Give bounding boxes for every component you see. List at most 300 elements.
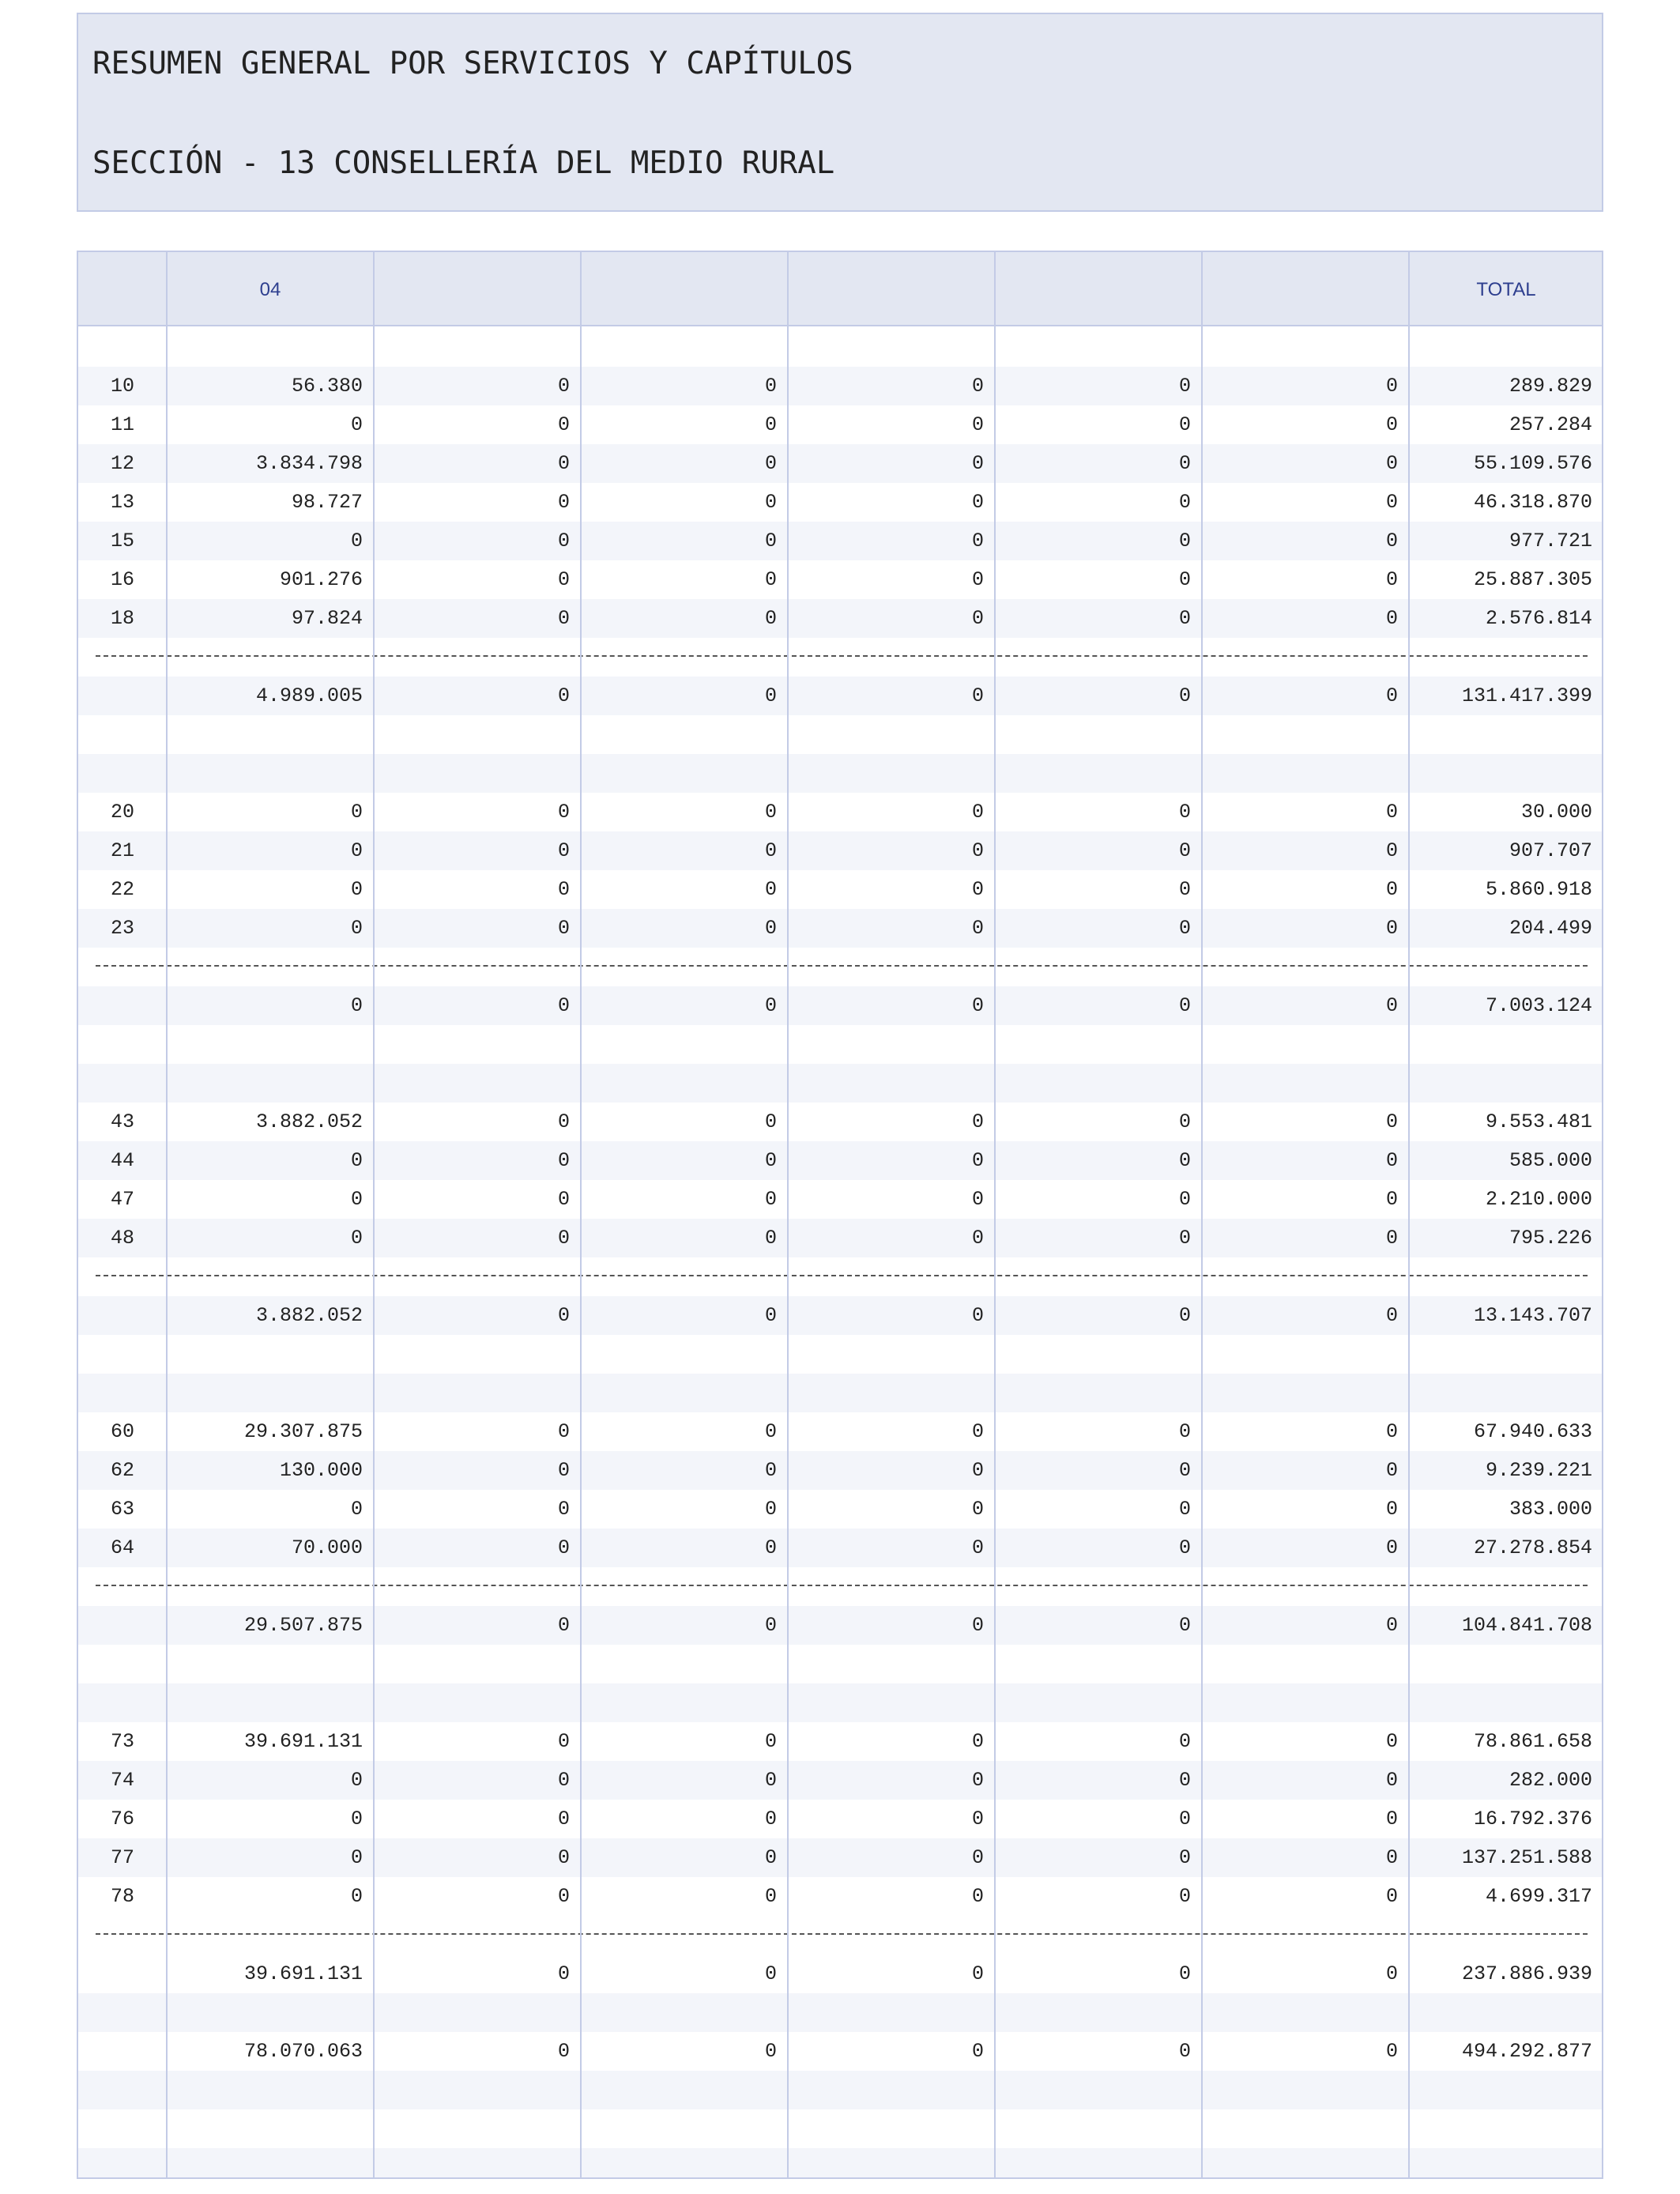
dashed-separator xyxy=(96,655,1588,657)
value-cell: 0 xyxy=(557,1846,570,1869)
row-code: 77 xyxy=(110,1846,134,1869)
value-cell: 0 xyxy=(557,1962,570,1985)
value-cell: 0 xyxy=(1178,1420,1191,1443)
subtotal-row xyxy=(78,1955,1602,1993)
value-cell: 0 xyxy=(557,1498,570,1521)
row-code: 76 xyxy=(110,1808,134,1830)
row-code: 44 xyxy=(110,1149,134,1172)
value-cell: 0 xyxy=(764,491,777,514)
value-cell: 0 xyxy=(1385,1304,1398,1327)
value-cell: 0 xyxy=(1385,1885,1398,1908)
value-cell: 0 xyxy=(764,1304,777,1327)
value-cell: 0 xyxy=(764,607,777,630)
value-cell: 0 xyxy=(1385,2040,1398,2063)
value-cell: 0 xyxy=(557,994,570,1017)
table-row xyxy=(78,1219,1602,1257)
value-cell: 0 xyxy=(1178,994,1191,1017)
subtotal-row xyxy=(78,1606,1602,1645)
value-cell: 0 xyxy=(557,1420,570,1443)
value-cell: 0 xyxy=(764,530,777,552)
summary-table xyxy=(77,251,1603,2179)
value-cell: 0 xyxy=(1178,1962,1191,1985)
value-cell: 0 xyxy=(350,530,363,552)
value-cell: 0 xyxy=(1178,878,1191,901)
value-cell: 0 xyxy=(971,1730,984,1753)
table-row xyxy=(78,1451,1602,1490)
column-divider xyxy=(994,252,996,2177)
value-cell: 0 xyxy=(557,530,570,552)
value-cell: 0 xyxy=(971,1536,984,1559)
column-divider xyxy=(166,252,168,2177)
total-cell: 16.792.376 xyxy=(1473,1808,1592,1830)
table-row xyxy=(78,522,1602,560)
total-cell: 237.886.939 xyxy=(1461,1962,1592,1985)
column-divider xyxy=(1408,252,1410,2177)
row-code: 22 xyxy=(110,878,134,901)
value-cell: 0 xyxy=(971,491,984,514)
blank-row xyxy=(78,328,1602,367)
row-code: 20 xyxy=(110,801,134,824)
value-cell: 0 xyxy=(1385,1227,1398,1250)
value-cell: 0 xyxy=(971,1769,984,1792)
table-row xyxy=(78,1761,1602,1800)
value-cell: 0 xyxy=(1385,1110,1398,1133)
table-row xyxy=(78,367,1602,405)
value-cell: 0 xyxy=(1178,375,1191,398)
value-cell: 0 xyxy=(971,1962,984,1985)
value-cell: 0 xyxy=(971,413,984,436)
value-cell: 0 xyxy=(350,1149,363,1172)
value-cell: 0 xyxy=(1178,530,1191,552)
value-cell: 0 xyxy=(971,917,984,940)
value-cell: 0 xyxy=(557,1188,570,1211)
value-cell: 0 xyxy=(764,839,777,862)
value-cell: 3.834.798 xyxy=(255,452,363,475)
value-cell: 0 xyxy=(971,1498,984,1521)
value-cell: 39.691.131 xyxy=(243,1962,363,1985)
row-code: 48 xyxy=(110,1227,134,1250)
blank-row xyxy=(78,2109,1602,2148)
value-cell: 0 xyxy=(350,413,363,436)
value-cell: 0 xyxy=(1385,452,1398,475)
value-cell: 0 xyxy=(350,1498,363,1521)
value-cell: 0 xyxy=(971,1885,984,1908)
value-cell: 0 xyxy=(764,1149,777,1172)
value-cell: 4.989.005 xyxy=(255,684,363,707)
value-cell: 0 xyxy=(1178,1808,1191,1830)
value-cell: 0 xyxy=(971,878,984,901)
row-code xyxy=(78,2032,167,2071)
value-cell: 0 xyxy=(764,1110,777,1133)
value-cell: 0 xyxy=(1178,1149,1191,1172)
value-cell: 0 xyxy=(557,917,570,940)
value-cell: 0 xyxy=(971,530,984,552)
row-code: 60 xyxy=(110,1420,134,1443)
row-code: 78 xyxy=(110,1885,134,1908)
column-header-7: TOTAL xyxy=(1476,279,1536,300)
value-cell: 0 xyxy=(971,1227,984,1250)
value-cell: 0 xyxy=(350,801,363,824)
value-cell: 78.070.063 xyxy=(243,2040,363,2063)
value-cell: 0 xyxy=(1385,1846,1398,1869)
row-code xyxy=(78,1606,167,1645)
blank-row xyxy=(78,1683,1602,1722)
dashed-separator xyxy=(96,1933,1588,1935)
value-cell: 0 xyxy=(1385,568,1398,591)
table-row xyxy=(78,1722,1602,1761)
blank-row xyxy=(78,715,1602,754)
value-cell: 0 xyxy=(557,839,570,862)
value-cell: 0 xyxy=(1385,1149,1398,1172)
value-cell: 0 xyxy=(1178,1614,1191,1637)
table-row xyxy=(78,1180,1602,1219)
total-cell: 78.861.658 xyxy=(1473,1730,1592,1753)
row-code: 13 xyxy=(110,491,134,514)
row-code: 64 xyxy=(110,1536,134,1559)
value-cell: 0 xyxy=(557,1885,570,1908)
value-cell: 0 xyxy=(1385,801,1398,824)
dashed-separator xyxy=(96,1275,1588,1276)
value-cell: 0 xyxy=(764,568,777,591)
total-cell: 204.499 xyxy=(1509,917,1592,940)
row-code: 16 xyxy=(110,568,134,591)
total-cell: 9.553.481 xyxy=(1485,1110,1592,1133)
value-cell: 0 xyxy=(1385,1188,1398,1211)
value-cell: 0 xyxy=(557,1730,570,1753)
value-cell: 0 xyxy=(764,1846,777,1869)
total-cell: 795.226 xyxy=(1509,1227,1592,1250)
blank-row xyxy=(78,1335,1602,1374)
value-cell: 0 xyxy=(971,1459,984,1482)
value-cell: 0 xyxy=(1178,1846,1191,1869)
total-cell: 46.318.870 xyxy=(1473,491,1592,514)
value-cell: 0 xyxy=(764,1885,777,1908)
dashed-separator xyxy=(96,965,1588,967)
table-row xyxy=(78,1877,1602,1916)
value-cell: 0 xyxy=(764,1536,777,1559)
blank-row xyxy=(78,2148,1602,2179)
value-cell: 0 xyxy=(1178,2040,1191,2063)
row-code xyxy=(78,1296,167,1335)
total-cell: 9.239.221 xyxy=(1485,1459,1592,1482)
total-cell: 13.143.707 xyxy=(1473,1304,1592,1327)
row-code: 15 xyxy=(110,530,134,552)
value-cell: 0 xyxy=(1178,1769,1191,1792)
table-row xyxy=(78,1838,1602,1877)
value-cell: 0 xyxy=(971,2040,984,2063)
total-cell: 383.000 xyxy=(1509,1498,1592,1521)
value-cell: 0 xyxy=(764,1459,777,1482)
blank-row xyxy=(78,1645,1602,1683)
value-cell: 0 xyxy=(1178,917,1191,940)
value-cell: 0 xyxy=(764,1188,777,1211)
value-cell: 0 xyxy=(350,1808,363,1830)
value-cell: 0 xyxy=(1178,413,1191,436)
value-cell: 0 xyxy=(1385,994,1398,1017)
total-cell: 494.292.877 xyxy=(1461,2040,1592,2063)
value-cell: 0 xyxy=(764,1227,777,1250)
value-cell: 0 xyxy=(1178,1227,1191,1250)
value-cell: 0 xyxy=(1178,452,1191,475)
blank-row xyxy=(78,2071,1602,2109)
table-row xyxy=(78,1800,1602,1838)
total-cell: 55.109.576 xyxy=(1473,452,1592,475)
table-row xyxy=(78,909,1602,948)
value-cell: 0 xyxy=(350,917,363,940)
row-code: 62 xyxy=(110,1459,134,1482)
value-cell: 0 xyxy=(350,878,363,901)
row-code: 73 xyxy=(110,1730,134,1753)
value-cell: 0 xyxy=(1178,1730,1191,1753)
value-cell: 0 xyxy=(1385,1420,1398,1443)
value-cell: 0 xyxy=(557,1536,570,1559)
table-row xyxy=(78,870,1602,909)
total-cell: 289.829 xyxy=(1509,375,1592,398)
value-cell: 0 xyxy=(971,801,984,824)
row-code: 74 xyxy=(110,1769,134,1792)
value-cell: 70.000 xyxy=(291,1536,363,1559)
table-row xyxy=(78,560,1602,599)
value-cell: 0 xyxy=(1385,607,1398,630)
value-cell: 0 xyxy=(971,1614,984,1637)
total-cell: 585.000 xyxy=(1509,1149,1592,1172)
row-code: 63 xyxy=(110,1498,134,1521)
value-cell: 0 xyxy=(1385,491,1398,514)
value-cell: 0 xyxy=(1385,839,1398,862)
value-cell: 0 xyxy=(764,1730,777,1753)
value-cell: 0 xyxy=(1385,413,1398,436)
value-cell: 29.307.875 xyxy=(243,1420,363,1443)
value-cell: 0 xyxy=(350,1227,363,1250)
value-cell: 0 xyxy=(764,1962,777,1985)
value-cell: 0 xyxy=(764,413,777,436)
value-cell: 0 xyxy=(1178,1498,1191,1521)
value-cell: 0 xyxy=(1178,1536,1191,1559)
value-cell: 0 xyxy=(971,684,984,707)
value-cell: 0 xyxy=(557,568,570,591)
value-cell: 0 xyxy=(1178,607,1191,630)
row-code xyxy=(78,986,167,1025)
row-code: 43 xyxy=(110,1110,134,1133)
table-row xyxy=(78,1103,1602,1141)
value-cell: 0 xyxy=(764,2040,777,2063)
value-cell: 901.276 xyxy=(279,568,363,591)
blank-row xyxy=(78,754,1602,793)
value-cell: 0 xyxy=(350,839,363,862)
value-cell: 0 xyxy=(350,994,363,1017)
value-cell: 39.691.131 xyxy=(243,1730,363,1753)
value-cell: 0 xyxy=(764,1498,777,1521)
value-cell: 0 xyxy=(971,1304,984,1327)
value-cell: 0 xyxy=(764,917,777,940)
value-cell: 0 xyxy=(764,878,777,901)
blank-row xyxy=(78,1025,1602,1064)
table-row xyxy=(78,1529,1602,1567)
value-cell: 0 xyxy=(557,1459,570,1482)
value-cell: 56.380 xyxy=(291,375,363,398)
blank-row xyxy=(78,1993,1602,2032)
value-cell: 0 xyxy=(557,878,570,901)
value-cell: 0 xyxy=(1385,1459,1398,1482)
total-cell: 131.417.399 xyxy=(1461,684,1592,707)
row-code xyxy=(78,1955,167,1993)
value-cell: 0 xyxy=(557,1614,570,1637)
dashed-separator xyxy=(96,1585,1588,1586)
row-code: 21 xyxy=(110,839,134,862)
value-cell: 0 xyxy=(557,1808,570,1830)
subtotal-row xyxy=(78,1296,1602,1335)
subtotal-row xyxy=(78,677,1602,715)
column-divider xyxy=(373,252,375,2177)
total-cell: 27.278.854 xyxy=(1473,1536,1592,1559)
row-code: 10 xyxy=(110,375,134,398)
table-row xyxy=(78,483,1602,522)
value-cell: 0 xyxy=(764,1614,777,1637)
table-row xyxy=(78,1412,1602,1451)
value-cell: 0 xyxy=(1385,1498,1398,1521)
value-cell: 0 xyxy=(764,452,777,475)
table-row xyxy=(78,793,1602,831)
value-cell: 0 xyxy=(1385,1962,1398,1985)
value-cell: 0 xyxy=(557,801,570,824)
total-cell: 282.000 xyxy=(1509,1769,1592,1792)
value-cell: 3.882.052 xyxy=(255,1304,363,1327)
value-cell: 0 xyxy=(557,1110,570,1133)
total-cell: 30.000 xyxy=(1520,801,1592,824)
value-cell: 0 xyxy=(557,413,570,436)
row-code: 11 xyxy=(110,413,134,436)
total-cell: 137.251.588 xyxy=(1461,1846,1592,1869)
value-cell: 0 xyxy=(557,452,570,475)
blank-row xyxy=(78,1374,1602,1412)
value-cell: 0 xyxy=(971,1188,984,1211)
row-code: 12 xyxy=(110,452,134,475)
value-cell: 0 xyxy=(971,1808,984,1830)
value-cell: 0 xyxy=(764,375,777,398)
value-cell: 0 xyxy=(557,1769,570,1792)
value-cell: 0 xyxy=(971,1846,984,1869)
table-row xyxy=(78,831,1602,870)
value-cell: 0 xyxy=(350,1846,363,1869)
value-cell: 0 xyxy=(557,684,570,707)
subtotal-row xyxy=(78,986,1602,1025)
row-code xyxy=(78,677,167,715)
value-cell: 0 xyxy=(1178,1188,1191,1211)
value-cell: 0 xyxy=(971,1149,984,1172)
value-cell: 0 xyxy=(971,994,984,1017)
value-cell: 0 xyxy=(764,801,777,824)
value-cell: 0 xyxy=(1178,1304,1191,1327)
total-cell: 7.003.124 xyxy=(1485,994,1592,1017)
value-cell: 0 xyxy=(1385,917,1398,940)
value-cell: 0 xyxy=(1385,375,1398,398)
value-cell: 0 xyxy=(350,1188,363,1211)
row-code: 23 xyxy=(110,917,134,940)
total-cell: 4.699.317 xyxy=(1485,1885,1592,1908)
value-cell: 0 xyxy=(1178,491,1191,514)
value-cell: 0 xyxy=(1385,1614,1398,1637)
value-cell: 0 xyxy=(1385,1769,1398,1792)
value-cell: 29.507.875 xyxy=(243,1614,363,1637)
value-cell: 0 xyxy=(557,607,570,630)
value-cell: 0 xyxy=(1385,1730,1398,1753)
total-cell: 977.721 xyxy=(1509,530,1592,552)
value-cell: 0 xyxy=(1178,839,1191,862)
value-cell: 0 xyxy=(1178,1885,1191,1908)
row-code: 47 xyxy=(110,1188,134,1211)
value-cell: 130.000 xyxy=(279,1459,363,1482)
value-cell: 0 xyxy=(971,375,984,398)
value-cell: 0 xyxy=(971,1110,984,1133)
total-cell: 67.940.633 xyxy=(1473,1420,1592,1443)
table-row xyxy=(78,599,1602,638)
value-cell: 0 xyxy=(557,1227,570,1250)
value-cell: 0 xyxy=(1385,1808,1398,1830)
table-row xyxy=(78,1490,1602,1529)
value-cell: 0 xyxy=(764,1808,777,1830)
table-row xyxy=(78,1141,1602,1180)
value-cell: 0 xyxy=(971,607,984,630)
report-title-box xyxy=(77,13,1603,212)
total-row xyxy=(78,2032,1602,2071)
value-cell: 98.727 xyxy=(291,491,363,514)
value-cell: 0 xyxy=(971,568,984,591)
total-cell: 104.841.708 xyxy=(1461,1614,1592,1637)
value-cell: 0 xyxy=(1178,568,1191,591)
value-cell: 0 xyxy=(764,684,777,707)
value-cell: 0 xyxy=(350,1885,363,1908)
blank-row xyxy=(78,1064,1602,1103)
value-cell: 0 xyxy=(1385,530,1398,552)
value-cell: 0 xyxy=(557,491,570,514)
value-cell: 3.882.052 xyxy=(255,1110,363,1133)
row-code: 18 xyxy=(110,607,134,630)
value-cell: 0 xyxy=(764,1420,777,1443)
column-divider xyxy=(580,252,582,2177)
total-cell: 25.887.305 xyxy=(1473,568,1592,591)
value-cell: 0 xyxy=(557,1149,570,1172)
value-cell: 0 xyxy=(1385,878,1398,901)
total-cell: 2.210.000 xyxy=(1485,1188,1592,1211)
value-cell: 0 xyxy=(1178,1459,1191,1482)
total-cell: 257.284 xyxy=(1509,413,1592,436)
value-cell: 0 xyxy=(1385,684,1398,707)
column-divider xyxy=(787,252,789,2177)
value-cell: 0 xyxy=(971,1420,984,1443)
value-cell: 0 xyxy=(557,2040,570,2063)
value-cell: 0 xyxy=(1178,801,1191,824)
value-cell: 0 xyxy=(764,1769,777,1792)
report-title: RESUMEN GENERAL POR SERVICIOS Y CAPÍTULOS xyxy=(92,46,853,81)
column-divider xyxy=(1201,252,1203,2177)
value-cell: 97.824 xyxy=(291,607,363,630)
column-header-1: 04 xyxy=(259,279,281,300)
value-cell: 0 xyxy=(971,839,984,862)
value-cell: 0 xyxy=(557,375,570,398)
value-cell: 0 xyxy=(350,1769,363,1792)
section-title: SECCIÓN - 13 CONSELLERÍA DEL MEDIO RURAL xyxy=(92,145,835,181)
total-cell: 5.860.918 xyxy=(1485,878,1592,901)
total-cell: 2.576.814 xyxy=(1485,607,1592,630)
value-cell: 0 xyxy=(1178,1110,1191,1133)
value-cell: 0 xyxy=(764,994,777,1017)
value-cell: 0 xyxy=(1385,1536,1398,1559)
value-cell: 0 xyxy=(557,1304,570,1327)
value-cell: 0 xyxy=(1178,684,1191,707)
table-row xyxy=(78,444,1602,483)
value-cell: 0 xyxy=(971,452,984,475)
total-cell: 907.707 xyxy=(1509,839,1592,862)
